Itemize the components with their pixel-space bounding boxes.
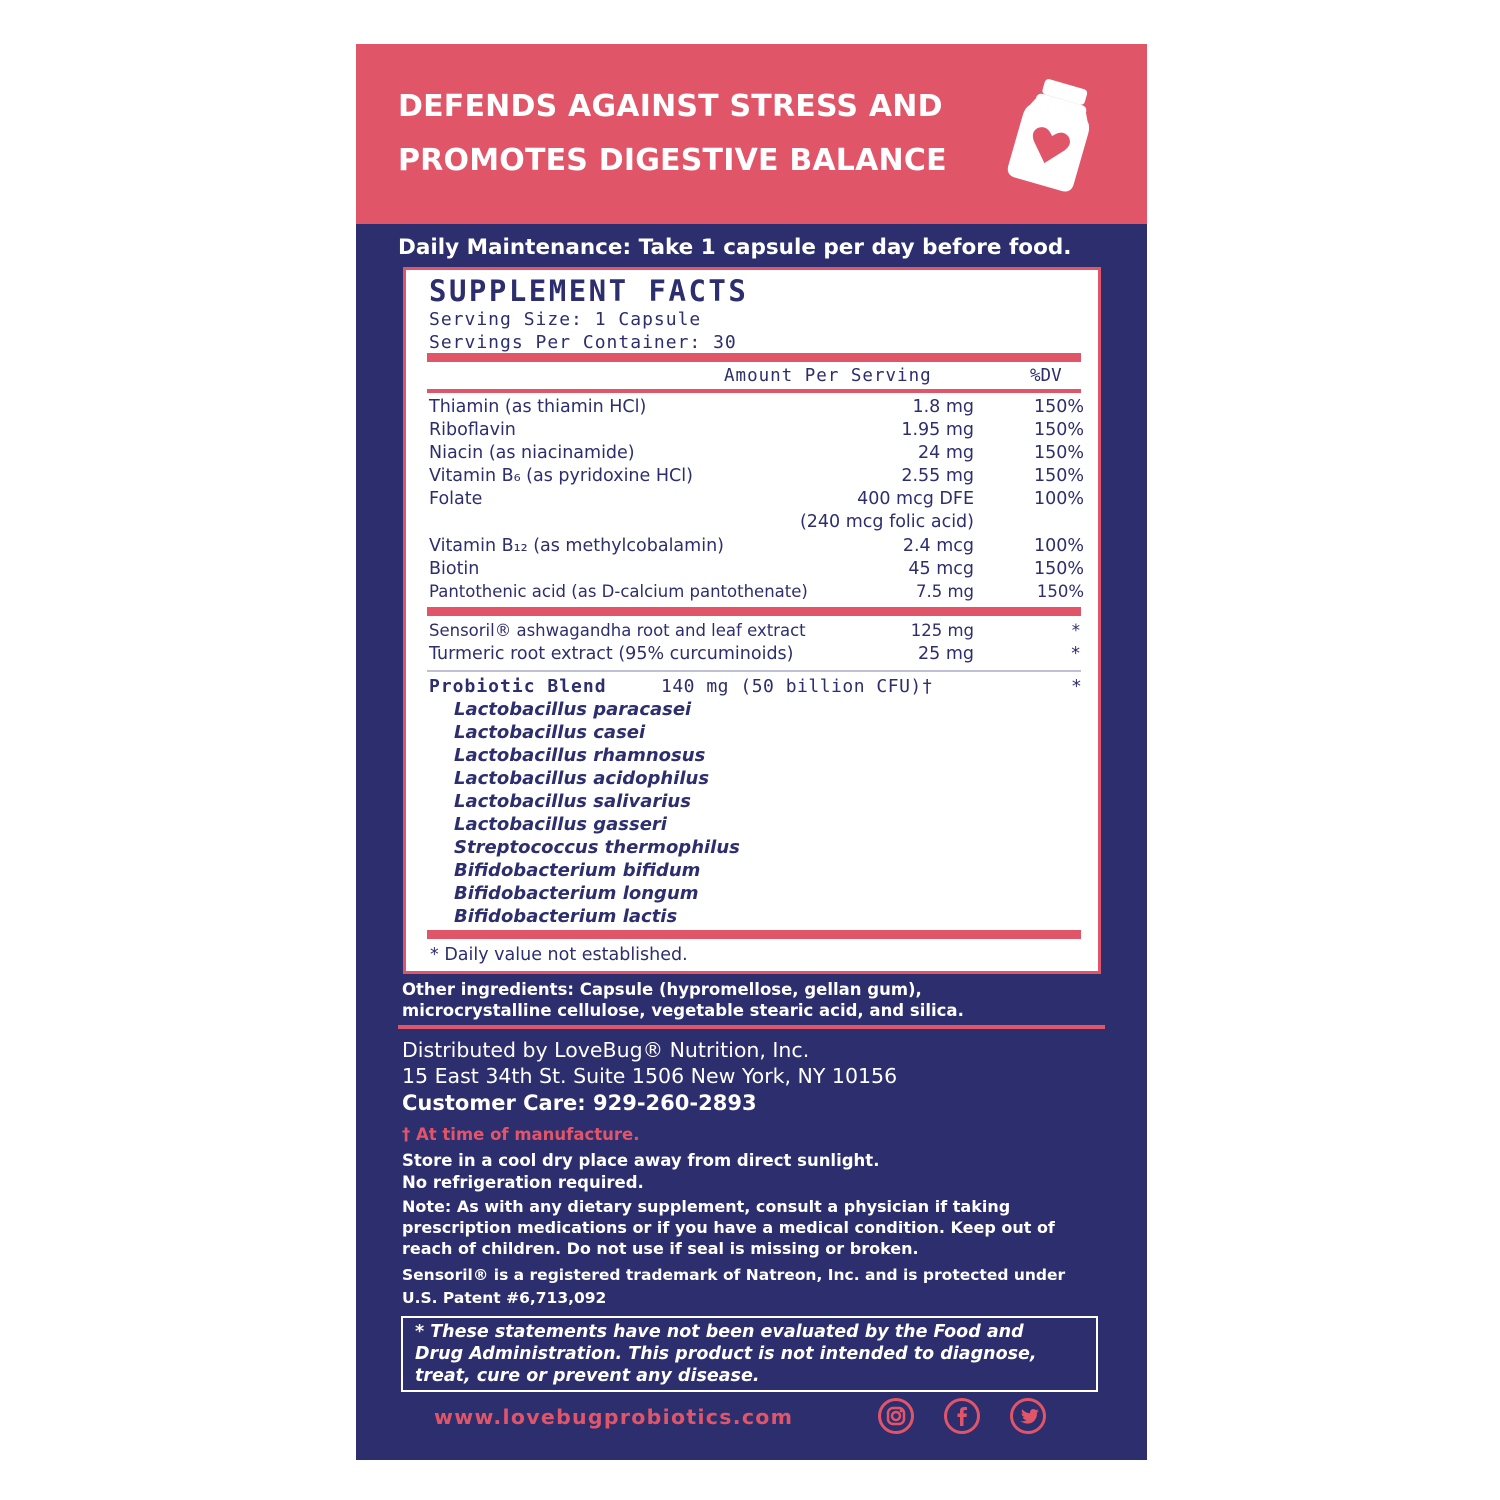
probiotic-strain: Lactobacillus gasseri — [454, 814, 667, 835]
storage-line: Store in a cool dry place away from direct sunlight. — [402, 1151, 880, 1170]
probiotic-strain: Lactobacillus paracasei — [454, 699, 692, 720]
nutrient-row: Riboflavin 1.95 mg 150% — [429, 420, 1084, 440]
bottle-heart-icon — [1002, 77, 1108, 195]
twitter-icon[interactable] — [1010, 1398, 1046, 1434]
note-line: prescription medications or if you have a medical condition. Keep out of — [402, 1218, 1055, 1237]
column-header-dv: %DV — [1030, 366, 1062, 386]
column-header-amount: Amount Per Serving — [724, 366, 932, 386]
probiotic-strain: Lactobacillus casei — [454, 722, 646, 743]
probiotic-strain: Lactobacillus rhamnosus — [454, 745, 706, 766]
probiotic-strain: Lactobacillus salivarius — [454, 791, 691, 812]
nutrient-row: Vitamin B₆ (as pyridoxine HCl) 2.55 mg 150% — [429, 466, 1084, 486]
facebook-icon[interactable] — [944, 1398, 980, 1434]
supplement-facts-panel — [403, 267, 1101, 974]
thin-divider — [427, 670, 1081, 672]
extract-row: Sensoril® ashwagandha root and leaf extract 125 mg * — [429, 621, 1080, 640]
serving-size: Serving Size: 1 Capsule — [429, 309, 702, 330]
storage-line: No refrigeration required. — [402, 1173, 644, 1192]
trademark-line: Sensoril® is a registered trademark of Natreon, Inc. and is protected under — [402, 1266, 1066, 1284]
headline-line-2: PROMOTES DIGESTIVE BALANCE — [398, 143, 947, 178]
customer-care-line: Customer Care: 929-260-2893 — [402, 1091, 757, 1115]
label-panel — [356, 44, 1147, 1460]
probiotic-strain: Bifidobacterium longum — [454, 883, 699, 904]
trademark-line: U.S. Patent #6,713,092 — [402, 1289, 607, 1307]
nutrient-row: Folate 400 mcg DFE 100% — [429, 489, 1084, 509]
probiotic-blend-dv: * — [1071, 676, 1082, 697]
nutrient-row: Vitamin B₁₂ (as methylcobalamin) 2.4 mcg 100% — [429, 536, 1084, 556]
other-ingredients: Other ingredients: Capsule (hypromellose, gellan gum), — [402, 980, 922, 999]
probiotic-strain: Streptococcus thermophilus — [454, 837, 740, 858]
thick-divider — [427, 930, 1081, 939]
thick-divider — [427, 607, 1081, 616]
nutrient-row: Thiamin (as thiamin HCl) 1.8 mg 150% — [429, 397, 1084, 417]
website-link[interactable]: www.lovebugprobiotics.com — [434, 1405, 794, 1429]
probiotic-strain: Bifidobacterium lactis — [454, 906, 678, 927]
probiotic-blend-label: Probiotic Blend — [429, 676, 607, 697]
note-line: reach of children. Do not use if seal is missing or broken. — [402, 1239, 919, 1258]
headline-line-1: DEFENDS AGAINST STRESS AND — [398, 89, 943, 124]
other-ingredients: microcrystalline cellulose, vegetable stearic acid, and silica. — [402, 1001, 964, 1020]
instagram-icon[interactable] — [878, 1398, 914, 1434]
section-divider — [398, 1025, 1105, 1029]
supplement-facts-title: SUPPLEMENT FACTS — [429, 274, 749, 308]
probiotic-strain: Bifidobacterium bifidum — [454, 860, 701, 881]
fda-disclaimer-line: treat, cure or prevent any disease. — [415, 1366, 760, 1386]
nutrient-row: Biotin 45 mcg 150% — [429, 559, 1084, 579]
probiotic-strain: Lactobacillus acidophilus — [454, 768, 710, 789]
nutrient-row: Pantothenic acid (as D-calcium pantothenate) 7.5 mg 150% — [429, 582, 1084, 601]
fda-disclaimer-line: Drug Administration. This product is not intended to diagnose, — [415, 1344, 1037, 1364]
nutrient-row: Niacin (as niacinamide) 24 mg 150% — [429, 443, 1084, 463]
distributor-line: Distributed by LoveBug® Nutrition, Inc. — [402, 1038, 810, 1062]
extract-row: Turmeric root extract (95% curcuminoids) 25 mg * — [429, 644, 1080, 664]
servings-per-container: Servings Per Container: 30 — [429, 332, 737, 353]
thick-divider — [427, 353, 1081, 362]
headline-banner — [356, 44, 1147, 224]
fda-disclaimer-line: * These statements have not been evaluated by the Food and — [415, 1322, 1024, 1342]
directions-text: Daily Maintenance: Take 1 capsule per day before food. — [398, 235, 1072, 260]
nutrient-row: (240 mcg folic acid) — [799, 512, 974, 532]
address-line: 15 East 34th St. Suite 1506 New York, NY 10156 — [402, 1064, 898, 1088]
probiotic-blend-amount: 140 mg (50 billion CFU)† — [661, 676, 934, 697]
note-line: Note: As with any dietary supplement, consult a physician if taking — [402, 1197, 1011, 1216]
manufacture-note: † At time of manufacture. — [402, 1125, 640, 1144]
header-divider — [427, 389, 1081, 393]
daily-value-footnote: * Daily value not established. — [430, 945, 688, 965]
fda-disclaimer-box — [401, 1316, 1098, 1392]
